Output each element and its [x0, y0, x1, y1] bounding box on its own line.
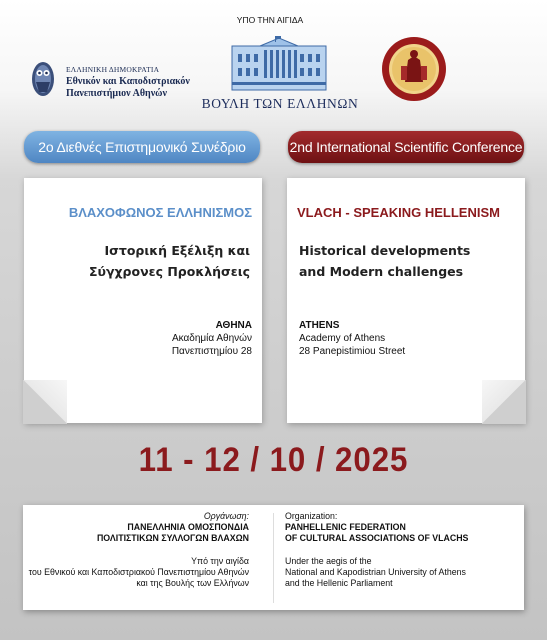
greek-city: ΑΘΗΝΑ	[215, 320, 252, 331]
english-conference-banner: 2nd International Scientific Conference	[288, 131, 524, 163]
english-aegis-line-3: and the Hellenic Parliament	[285, 578, 393, 588]
organizers-greek	[29, 511, 249, 589]
english-subtitle-line-1: Historical developments	[299, 243, 471, 258]
greek-aegis-line-1: Υπό την αιγίδα	[191, 556, 249, 566]
english-org-line-2: OF CULTURAL ASSOCIATIONS OF VLACHS	[285, 533, 469, 543]
parliament-name: ΒΟΥΛΗ ΤΩΝ ΕΛΛΗΝΩΝ	[201, 96, 359, 111]
organizers-box	[23, 505, 524, 610]
english-org-label: Organization:	[285, 511, 338, 521]
greek-subtitle	[89, 240, 250, 282]
organizers-english	[285, 511, 468, 589]
conference-dates: 11 - 12 / 10 / 2025	[138, 441, 409, 479]
english-subtitle-line-2: and Modern challenges	[299, 264, 464, 279]
greek-info-card	[24, 178, 262, 423]
greek-street: Πανεπιστημίου 28	[171, 346, 252, 357]
greek-address	[172, 319, 252, 358]
greek-subtitle-line-2: Σύγχρονες Προκλήσεις	[89, 264, 250, 279]
english-city: ATHENS	[299, 320, 340, 331]
english-org-line-1: PANHELLENIC FEDERATION	[285, 522, 406, 532]
page-curl-left	[23, 380, 67, 424]
university-line-1: ΕΛΛΗΝΙΚΗ ΔΗΜΟΚΡΑΤΙΑ	[66, 65, 160, 74]
english-subtitle	[299, 240, 470, 282]
greek-venue: Ακαδημία Αθηνών	[171, 333, 252, 344]
greek-title: ΒΛΑΧΟΦΩΝΟΣ ΕΛΛΗΝΙΣΜΟΣ	[68, 205, 252, 220]
greek-org-line-1: ΠΑΝΕΛΛΗΝΙΑ ΟΜΟΣΠΟΝΔΙΑ	[127, 522, 249, 532]
university-owl-logo	[30, 60, 56, 98]
page-curl-right	[482, 380, 526, 424]
greek-org-label: Οργάνωση:	[203, 511, 249, 521]
greek-conference-banner: 2ο Διεθνές Επιστημονικό Συνέδριο	[24, 131, 260, 163]
english-title: VLACH - SPEAKING HELLENISM	[297, 205, 500, 220]
greek-org-line-2: ΠΟΛΙΤΙΣΤΙΚΩΝ ΣΥΛΛΟΓΩΝ ΒΛΑΧΩΝ	[96, 533, 249, 543]
english-venue: Academy of Athens	[299, 333, 386, 344]
english-info-card	[287, 178, 525, 423]
university-name	[66, 64, 190, 100]
parliament-building-logo	[230, 36, 328, 92]
english-aegis-line-2: National and Kapodistrian University of Athens	[285, 567, 466, 577]
english-street: 28 Panepistimiou Street	[299, 346, 406, 357]
greek-aegis-line-3: και της Βουλής των Ελλήνων	[136, 578, 249, 588]
footer-divider	[273, 513, 274, 603]
greek-aegis-line-2: του Εθνικού και Καποδιστριακού Πανεπιστημίου Αθηνών	[28, 567, 249, 577]
english-aegis-line-1: Under the aegis of the	[285, 556, 372, 566]
greek-subtitle-line-1: Ιστορική Εξέλιξη και	[104, 243, 250, 258]
aegis-heading: ΥΠΟ ΤΗΝ ΑΙΓΙΔΑ	[236, 15, 304, 25]
federation-seal-logo	[381, 36, 447, 102]
university-line-3: Πανεπιστήμιον Αθηνών	[66, 88, 167, 99]
english-address	[299, 319, 405, 358]
university-line-2: Εθνικόν και Καποδιστριακόν	[66, 76, 190, 87]
